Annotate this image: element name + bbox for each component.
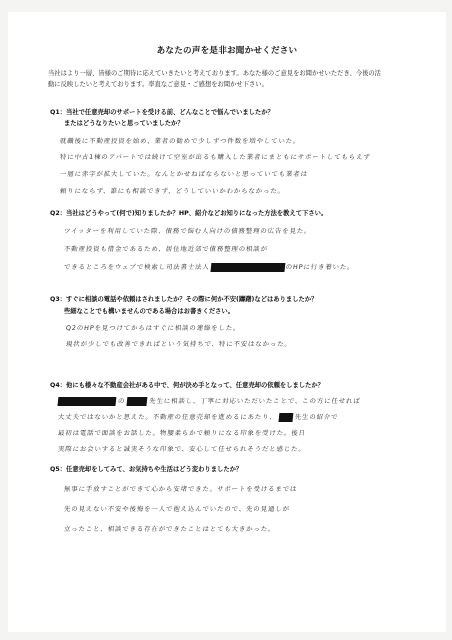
answer-1-line-1: 就職後に不動産投資を始め、業者の勧めで少しずつ件数を増やしていた。 bbox=[59, 137, 301, 145]
question-1: Q1：当社で任意売却のサポートを受ける前、どんなことで悩んでいましたか？ bbox=[50, 109, 274, 116]
answer-4-line-2-text: 大丈夫ではないかと思えた。不動産の任意売却を進めるにあたり、 bbox=[57, 413, 278, 421]
redaction-bar bbox=[278, 413, 293, 422]
intro-line-1: 当社はより一層、皆様のご期待に応えていきたいと考えております。あなた様のご意見をお聞かせいただき、今後の活 bbox=[48, 70, 381, 77]
answer-5-line-3: 立ったこと、相談できる存在ができたことはとても大きかった。 bbox=[63, 525, 276, 533]
question-2: Q2：当社はどうやって(何で)知りましたか？HP、紹介などお知りになった方法を教えて下さい。 bbox=[50, 210, 328, 217]
answer-2-line-3-text: できるところをウェブで検索し司法書士法人 bbox=[63, 263, 211, 271]
answer-4-no: の bbox=[117, 397, 126, 405]
answer-1-line-4: 頼りにならず、誰にも相談できず、どうしていいかわからなかった。 bbox=[59, 187, 286, 195]
answer-4-line-1-text: 先生に相談し、丁寧に対応いただいたことで、この方に任せれば bbox=[148, 397, 362, 405]
answer-4-line-4: 実際にお会いすると誠実そうな印象で、安心して任せられそうだと感じた。 bbox=[57, 445, 307, 453]
intro-line-2: 動に反映したいと考えております。率直なご意見・ご感想をお聞かせ下さい。 bbox=[48, 81, 268, 88]
page-title: あなたの声を是非お聞かせください bbox=[156, 46, 298, 56]
question-5: Q5：任意売却をしてみて、お気持ちや生活はどう変わりましたか？ bbox=[50, 466, 243, 473]
answer-2-line-1: ツイッターを利用していた際、債務で悩む人向けの債務整理の広告を見た。 bbox=[63, 227, 312, 235]
answer-1-line-2: 特に中古1棟のアパートでは続けて空室が出るも購入した業者にまともにサポートしてもらえず bbox=[59, 153, 372, 161]
question-1-sub: またはどうなりたいと思っていましたか？ bbox=[64, 120, 184, 127]
redaction-bar bbox=[210, 263, 285, 272]
answer-3-line-2: 現状が少しでも改善できればという気持ちで、特に不安はなかった。 bbox=[65, 340, 293, 348]
answer-1-line-3: 一層に赤字が拡大していた。なんとかせねばならないと思っていても業者は bbox=[59, 170, 309, 178]
redaction-bar bbox=[58, 397, 117, 406]
answer-2-line-3-tail: のHPに行き着いた。 bbox=[285, 263, 355, 271]
answer-5-line-1: 無事に手放すことができて心から安堵できた。サポートを受けるまでは bbox=[63, 485, 298, 493]
redaction-bar bbox=[127, 397, 148, 406]
question-3-sub: 些細なことでも構いませんのである場合はお書きください。 bbox=[64, 308, 235, 315]
answer-4-line-1 bbox=[58, 396, 362, 406]
answer-2-line-2: 不動産投資も借金であるため、居住地近郊で債務整理の相談が bbox=[63, 245, 269, 253]
answer-5-line-2: 先の見えない不安や後悔を一人で抱え込んでいたので、先の見通しが bbox=[63, 505, 291, 513]
answer-4-line-2 bbox=[58, 412, 339, 422]
answer-2-line-3 bbox=[64, 262, 356, 272]
answer-3-line-1: Q2のHPを見つけてからはすぐに相談の連絡をした。 bbox=[65, 324, 241, 332]
survey-sheet bbox=[8, 12, 446, 632]
question-4: Q4：他にも様々な不動産会社がある中で、何が決め手となって、任意売却の依頼をしましたか？ bbox=[50, 382, 324, 389]
answer-4-line-2-tail: 先生の紹介で bbox=[294, 413, 339, 421]
question-3: Q3：すぐに相談の電話や依頼はされましたか？その際に何か不安(躊躇)などはありましたか？ bbox=[50, 296, 318, 303]
answer-4-line-3: 最初は電話で面談をお話した。物腰柔らかで頼りになる印象を受けた。後日 bbox=[57, 429, 307, 437]
